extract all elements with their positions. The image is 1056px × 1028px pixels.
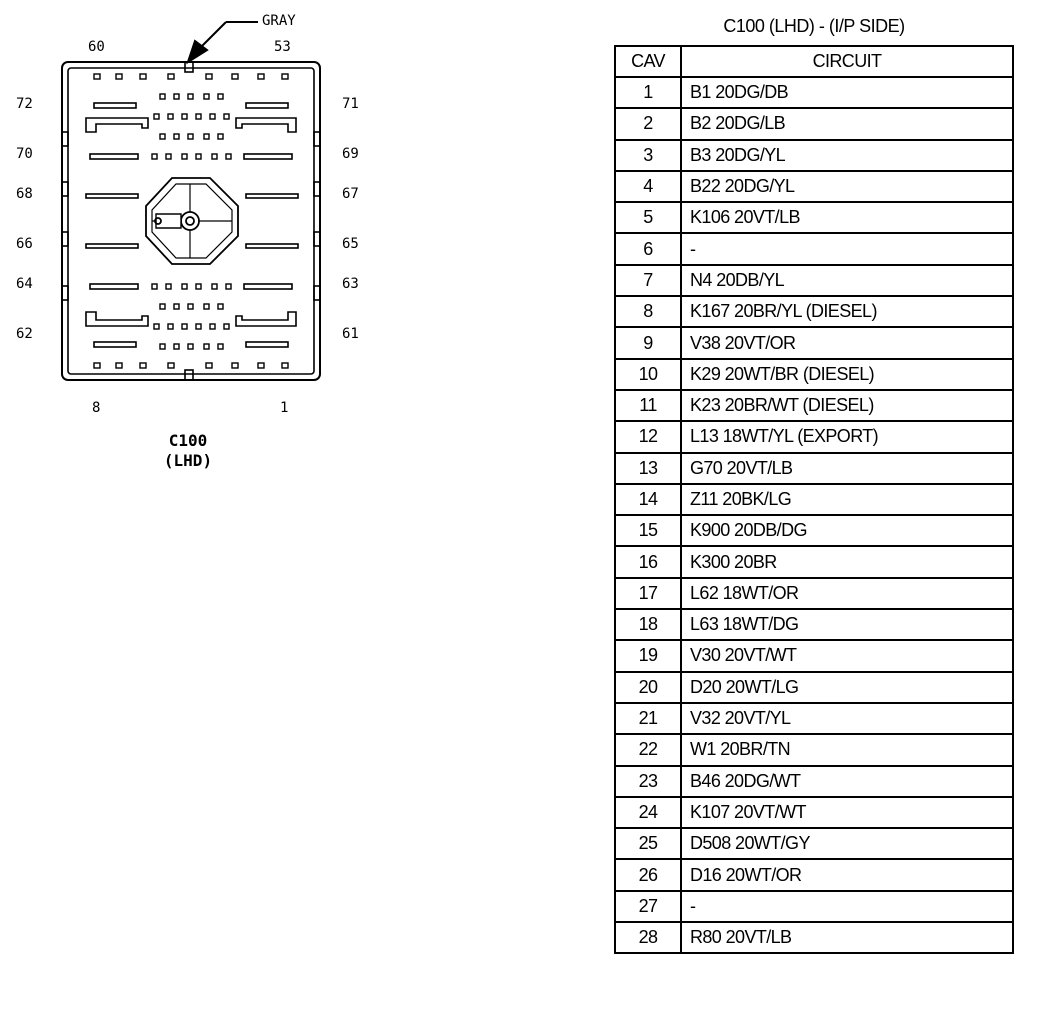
circuit-cell: W1 20BR/TN [681, 734, 1013, 765]
table-row [615, 453, 1013, 484]
cav-cell: 8 [615, 296, 681, 327]
circuit-cell: - [681, 233, 1013, 264]
cav-cell: 20 [615, 672, 681, 703]
pin-label-71: 71 [342, 96, 359, 112]
cav-cell: 9 [615, 327, 681, 358]
circuit-cell: V32 20VT/YL [681, 703, 1013, 734]
cav-cell: 22 [615, 734, 681, 765]
table-row [615, 233, 1013, 264]
circuit-cell: K300 20BR [681, 546, 1013, 577]
table-row [615, 672, 1013, 703]
circuit-cell: - [681, 891, 1013, 922]
table-row [615, 421, 1013, 452]
cav-cell: 24 [615, 797, 681, 828]
cav-cell: 2 [615, 108, 681, 139]
circuit-cell: L62 18WT/OR [681, 578, 1013, 609]
circuit-cell: D16 20WT/OR [681, 859, 1013, 890]
cav-cell: 27 [615, 891, 681, 922]
table-row [615, 578, 1013, 609]
table-row [615, 891, 1013, 922]
table-title: C100 (LHD) - (I/P SIDE) [723, 16, 905, 36]
cav-cell: 16 [615, 546, 681, 577]
circuit-cell: B2 20DG/LB [681, 108, 1013, 139]
circuit-cell: R80 20VT/LB [681, 922, 1013, 953]
table-row [615, 734, 1013, 765]
circuit-cell: B22 20DG/YL [681, 171, 1013, 202]
table-row [615, 859, 1013, 890]
cav-cell: 10 [615, 359, 681, 390]
pin-label-70: 70 [16, 146, 33, 162]
pin-label-67: 67 [342, 186, 359, 202]
cav-cell: 4 [615, 171, 681, 202]
cav-cell: 7 [615, 265, 681, 296]
table-row [615, 171, 1013, 202]
table-row [615, 265, 1013, 296]
cav-cell: 3 [615, 140, 681, 171]
circuit-cell: L63 18WT/DG [681, 609, 1013, 640]
circuit-cell: L13 18WT/YL (EXPORT) [681, 421, 1013, 452]
cav-cell: 17 [615, 578, 681, 609]
circuit-cell: K900 20DB/DG [681, 515, 1013, 546]
table-row [615, 640, 1013, 671]
column-header-cav: CAV [615, 46, 681, 77]
table-row [615, 766, 1013, 797]
cav-cell: 1 [615, 77, 681, 108]
circuit-cell: D20 20WT/LG [681, 672, 1013, 703]
connector-variant: (LHD) [163, 451, 213, 470]
cav-cell: 12 [615, 421, 681, 452]
table-row [615, 609, 1013, 640]
pin-label-62: 62 [16, 326, 33, 342]
connector-color-label: GRAY [262, 13, 296, 29]
center-key-diamond [146, 178, 238, 264]
connector-face-diagram [0, 0, 600, 500]
circuit-cell: K107 20VT/WT [681, 797, 1013, 828]
pin-label-53: 53 [274, 39, 291, 55]
cav-cell: 11 [615, 390, 681, 421]
cav-cell: 13 [615, 453, 681, 484]
pin-label-65: 65 [342, 236, 359, 252]
table-row [615, 484, 1013, 515]
table-row [615, 515, 1013, 546]
table-row [615, 922, 1013, 953]
table-row [615, 359, 1013, 390]
pin-label-61: 61 [342, 326, 359, 342]
circuit-cell: G70 20VT/LB [681, 453, 1013, 484]
table-row [615, 327, 1013, 358]
pin-label-1: 1 [280, 400, 289, 416]
pin-label-8: 8 [92, 400, 101, 416]
circuit-cell: B3 20DG/YL [681, 140, 1013, 171]
table-row [615, 390, 1013, 421]
cav-cell: 5 [615, 202, 681, 233]
circuit-cell: K167 20BR/YL (DIESEL) [681, 296, 1013, 327]
circuit-cell: K29 20WT/BR (DIESEL) [681, 359, 1013, 390]
cav-cell: 15 [615, 515, 681, 546]
cavity-circuit-table [614, 45, 1014, 954]
table-row [615, 77, 1013, 108]
pin-label-72: 72 [16, 96, 33, 112]
cav-cell: 23 [615, 766, 681, 797]
circuit-cell: Z11 20BK/LG [681, 484, 1013, 515]
table-row [615, 202, 1013, 233]
table-row [615, 703, 1013, 734]
cav-cell: 26 [615, 859, 681, 890]
circuit-cell: D508 20WT/GY [681, 828, 1013, 859]
circuit-cell: V38 20VT/OR [681, 327, 1013, 358]
cav-cell: 25 [615, 828, 681, 859]
pin-label-68: 68 [16, 186, 33, 202]
pin-label-66: 66 [16, 236, 33, 252]
circuit-cell: V30 20VT/WT [681, 640, 1013, 671]
pin-label-69: 69 [342, 146, 359, 162]
circuit-cell: N4 20DB/YL [681, 265, 1013, 296]
pin-label-63: 63 [342, 276, 359, 292]
table-header-row [615, 46, 1013, 77]
table-row [615, 108, 1013, 139]
cav-cell: 19 [615, 640, 681, 671]
connector-caption [140, 431, 236, 471]
circuit-cell: B1 20DG/DB [681, 77, 1013, 108]
pin-label-60: 60 [88, 39, 105, 55]
table-body [615, 77, 1013, 953]
cav-cell: 28 [615, 922, 681, 953]
cav-cell: 6 [615, 233, 681, 264]
cav-cell: 18 [615, 609, 681, 640]
table-row [615, 546, 1013, 577]
table-row [615, 140, 1013, 171]
pin-label-64: 64 [16, 276, 33, 292]
table-row [615, 797, 1013, 828]
column-header-circuit: CIRCUIT [681, 46, 1013, 77]
table-row [615, 296, 1013, 327]
table-row [615, 828, 1013, 859]
cav-cell: 21 [615, 703, 681, 734]
circuit-cell: K106 20VT/LB [681, 202, 1013, 233]
circuit-cell: K23 20BR/WT (DIESEL) [681, 390, 1013, 421]
circuit-cell: B46 20DG/WT [681, 766, 1013, 797]
connector-name: C100 [168, 431, 208, 450]
cav-cell: 14 [615, 484, 681, 515]
